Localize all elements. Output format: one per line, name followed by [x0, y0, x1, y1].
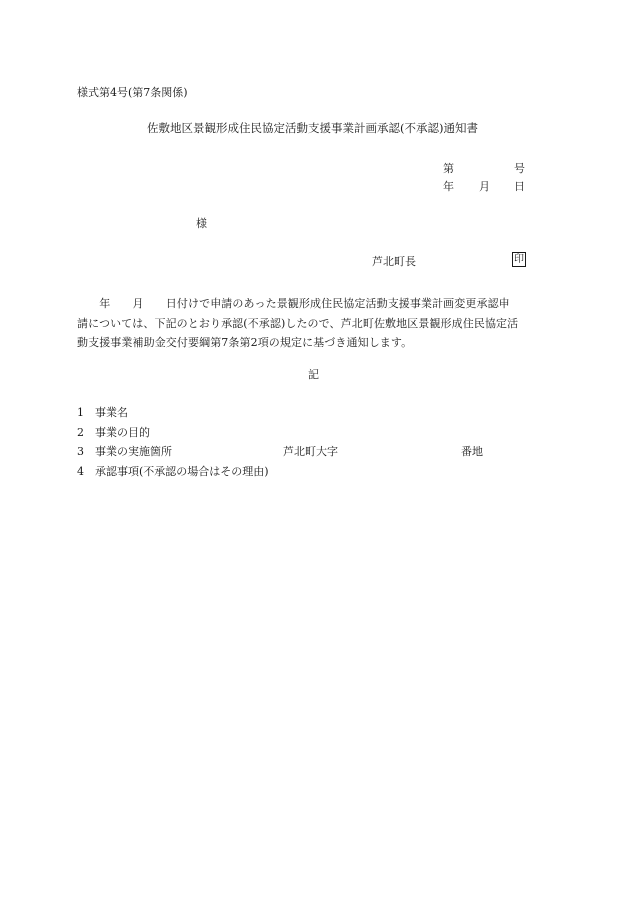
item-number: 3	[77, 445, 84, 458]
seal-stamp: 印	[512, 252, 526, 267]
body-line: 請については、下記のとおり承認(不承認)したので、芦北町佐敷地区景観形成住民協定活	[77, 316, 519, 330]
item-number: 4	[77, 464, 84, 478]
body-paragraph	[77, 294, 559, 353]
document-title: 佐敷地区景観形成住民協定活動支援事業計画承認(不承認)通知書	[147, 121, 478, 135]
date-month: 月	[479, 180, 490, 193]
doc-number-suffix: 号	[514, 162, 525, 175]
body-line: 動支援事業補助金交付要綱第7条第2項の規定に基づき通知します。	[77, 336, 413, 349]
date-year: 年	[443, 180, 454, 193]
addressee-suffix: 様	[196, 217, 207, 230]
item-number: 1	[77, 406, 84, 419]
address-lot: 番地	[461, 445, 483, 458]
item-label: 事業名	[95, 406, 128, 419]
address-town: 芦北町大字	[283, 445, 338, 458]
date-day: 日	[514, 180, 525, 193]
body-line: 年 月 日付けで申請のあった景観形成住民協定活動支援事業計画変更承認申	[77, 297, 510, 310]
issuer-name: 芦北町長	[372, 255, 416, 268]
item-label: 事業の目的	[95, 425, 150, 439]
item-label: 承認事項(不承認の場合はその理由)	[95, 464, 269, 478]
form-number: 様式第4号(第7条関係)	[77, 86, 188, 99]
item-number: 2	[77, 425, 84, 439]
ki-heading: 記	[308, 368, 319, 381]
doc-number-prefix: 第	[443, 162, 454, 175]
item-label: 事業の実施箇所	[95, 445, 172, 458]
